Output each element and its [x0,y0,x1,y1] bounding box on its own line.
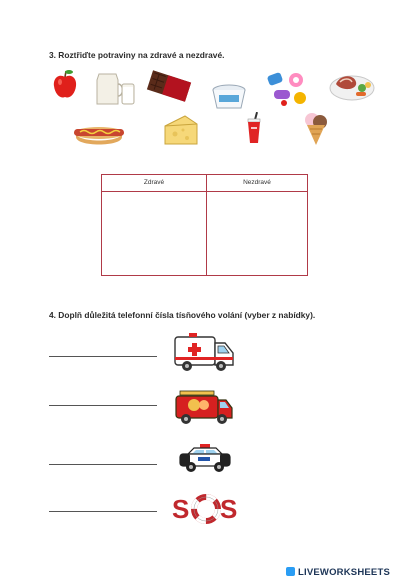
answer-line-fire[interactable] [49,405,157,406]
drop-zone-unhealthy[interactable] [208,192,307,275]
apple-icon[interactable] [52,68,78,100]
chocolate-icon[interactable] [143,68,195,104]
section-3-heading: 3. Roztřiďte potraviny na zdravé a nezdravé. [49,50,225,60]
table-divider-vertical [206,175,207,275]
sorting-table [101,174,308,276]
liveworksheets-logo-icon [286,567,295,576]
cheese-icon[interactable] [161,114,201,148]
footer-brand [286,567,390,578]
sos-letter-s2: S [220,494,238,524]
candy-icon[interactable] [262,70,312,108]
yogurt-icon[interactable] [209,82,249,112]
meat-plate-icon[interactable] [328,68,376,102]
column-header-unhealthy: Nezdravé [243,179,271,186]
ambulance-icon [173,331,235,375]
sos-lifebuoy-icon [172,492,240,526]
sos-letter-s1: S [172,494,190,524]
column-header-healthy: Zdravé [143,179,165,186]
hotdog-icon[interactable] [72,121,126,147]
footer-brand-text: LIVEWORKSHEETS [298,567,391,578]
fire-truck-icon [174,388,234,426]
milk-icon[interactable] [94,70,138,106]
soda-cup-icon[interactable] [245,112,263,144]
ice-cream-icon[interactable] [302,110,330,146]
police-car-icon [178,442,232,476]
section-4-heading: 4. Doplň důležitá telefonní čísla tísňového volání (vyber z nabídky). [49,310,316,320]
answer-line-police[interactable] [49,464,157,465]
answer-line-sos[interactable] [49,511,157,512]
answer-line-ambulance[interactable] [49,356,157,357]
drop-zone-healthy[interactable] [103,192,205,275]
